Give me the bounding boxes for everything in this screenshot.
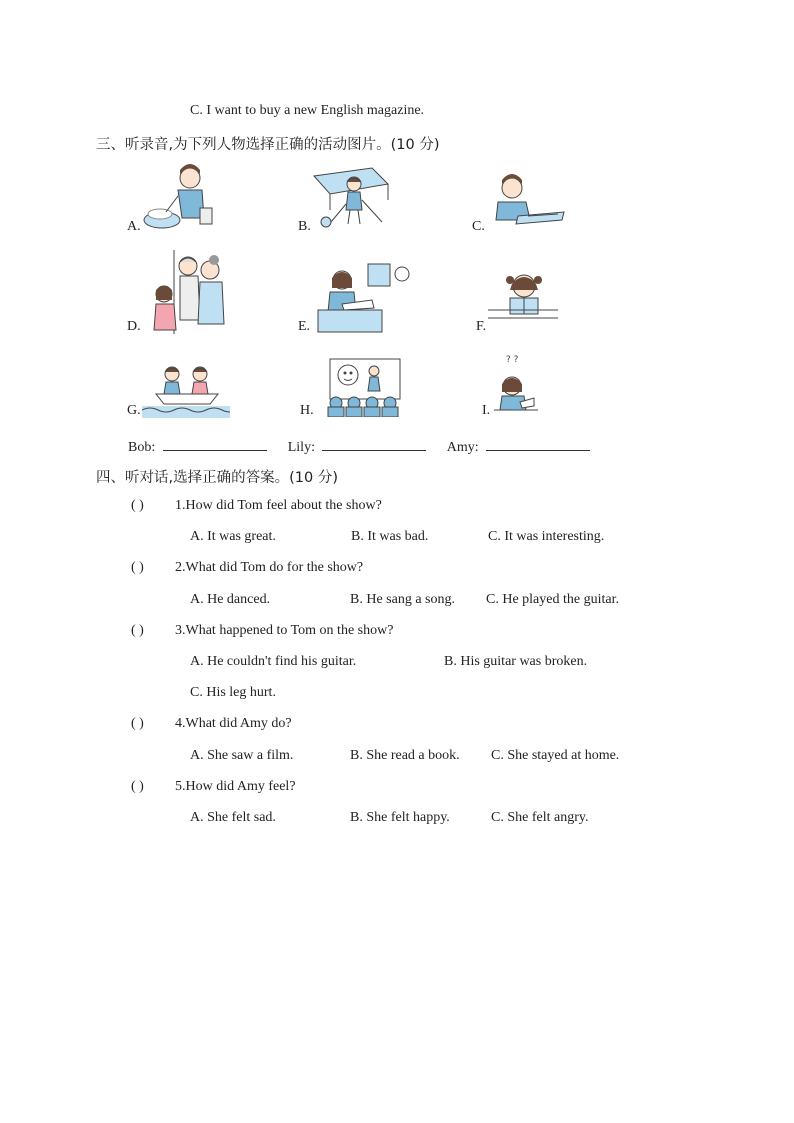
question-1-option-a: A. It was great. [190, 529, 276, 544]
question-4-option-a: A. She saw a film. [190, 748, 294, 763]
picture-label-c: C. [472, 219, 485, 234]
question-5-option-b: B. She felt happy. [350, 810, 450, 825]
children-rowing-boat-icon [142, 360, 230, 418]
girl-at-desk-icon [312, 262, 412, 334]
question-3-option-c: C. His leg hurt. [190, 685, 276, 700]
question-5-text: 5.How did Amy feel? [175, 779, 296, 794]
girl-with-grandparents-icon [142, 250, 226, 334]
question-2-text: 2.What did Tom do for the show? [175, 560, 364, 575]
question-1-text: 1.How did Tom feel about the show? [175, 498, 382, 513]
section-4-heading: 四、听对话,选择正确的答案。(10 分) [96, 470, 338, 486]
answer-blank-lily[interactable] [322, 436, 426, 451]
picture-label-a: A. [127, 219, 141, 234]
question-4-option-c: C. She stayed at home. [491, 748, 620, 763]
boy-reading-icon [488, 172, 566, 228]
question-2-option-b: B. He sang a song. [350, 592, 455, 607]
picture-label-g: G. [127, 403, 141, 418]
answer-label-lily: Lily: [287, 440, 315, 455]
girl-thinking-icon [494, 352, 538, 414]
question-3-paren[interactable]: ( ) [131, 623, 144, 638]
question-2-option-c: C. He played the guitar. [486, 592, 619, 607]
question-3-option-b: B. His guitar was broken. [444, 654, 588, 669]
section-3-heading: 三、听录音,为下列人物选择正确的活动图片。(10 分) [96, 137, 440, 153]
picture-label-e: E. [298, 319, 311, 334]
question-3-option-a: A. He couldn't find his guitar. [190, 654, 357, 669]
answer-label-bob: Bob: [128, 440, 156, 455]
question-5-option-c: C. She felt angry. [491, 810, 589, 825]
girl-reading-book-icon [488, 266, 560, 324]
previous-question-option-c: C. I want to buy a new English magazine. [190, 103, 425, 118]
picture-label-d: D. [127, 319, 141, 334]
answer-label-amy: Amy: [446, 440, 479, 455]
question-5-option-a: A. She felt sad. [190, 810, 276, 825]
picture-label-f: F. [476, 319, 487, 334]
question-3-text: 3.What happened to Tom on the show? [175, 623, 394, 638]
question-1-option-b: B. It was bad. [351, 529, 429, 544]
cinema-audience-icon [314, 357, 404, 417]
picture-label-b: B. [298, 219, 311, 234]
question-5-paren[interactable]: ( ) [131, 779, 144, 794]
picture-label-i: I. [482, 403, 491, 418]
question-1-paren[interactable]: ( ) [131, 498, 144, 513]
question-2-option-a: A. He danced. [190, 592, 271, 607]
question-2-paren[interactable]: ( ) [131, 560, 144, 575]
answer-blank-amy[interactable] [486, 436, 590, 451]
question-1-option-c: C. It was interesting. [488, 529, 605, 544]
question-4-option-b: B. She read a book. [350, 748, 460, 763]
svg-text:? ?: ? ? [506, 355, 519, 365]
question-4-paren[interactable]: ( ) [131, 716, 144, 731]
answer-row [128, 436, 590, 456]
picture-label-h: H. [300, 403, 314, 418]
boy-vacuuming-icon [312, 164, 390, 232]
answer-blank-bob[interactable] [163, 436, 267, 451]
question-4-text: 4.What did Amy do? [175, 716, 292, 731]
boy-washing-clothes-icon [142, 160, 214, 232]
